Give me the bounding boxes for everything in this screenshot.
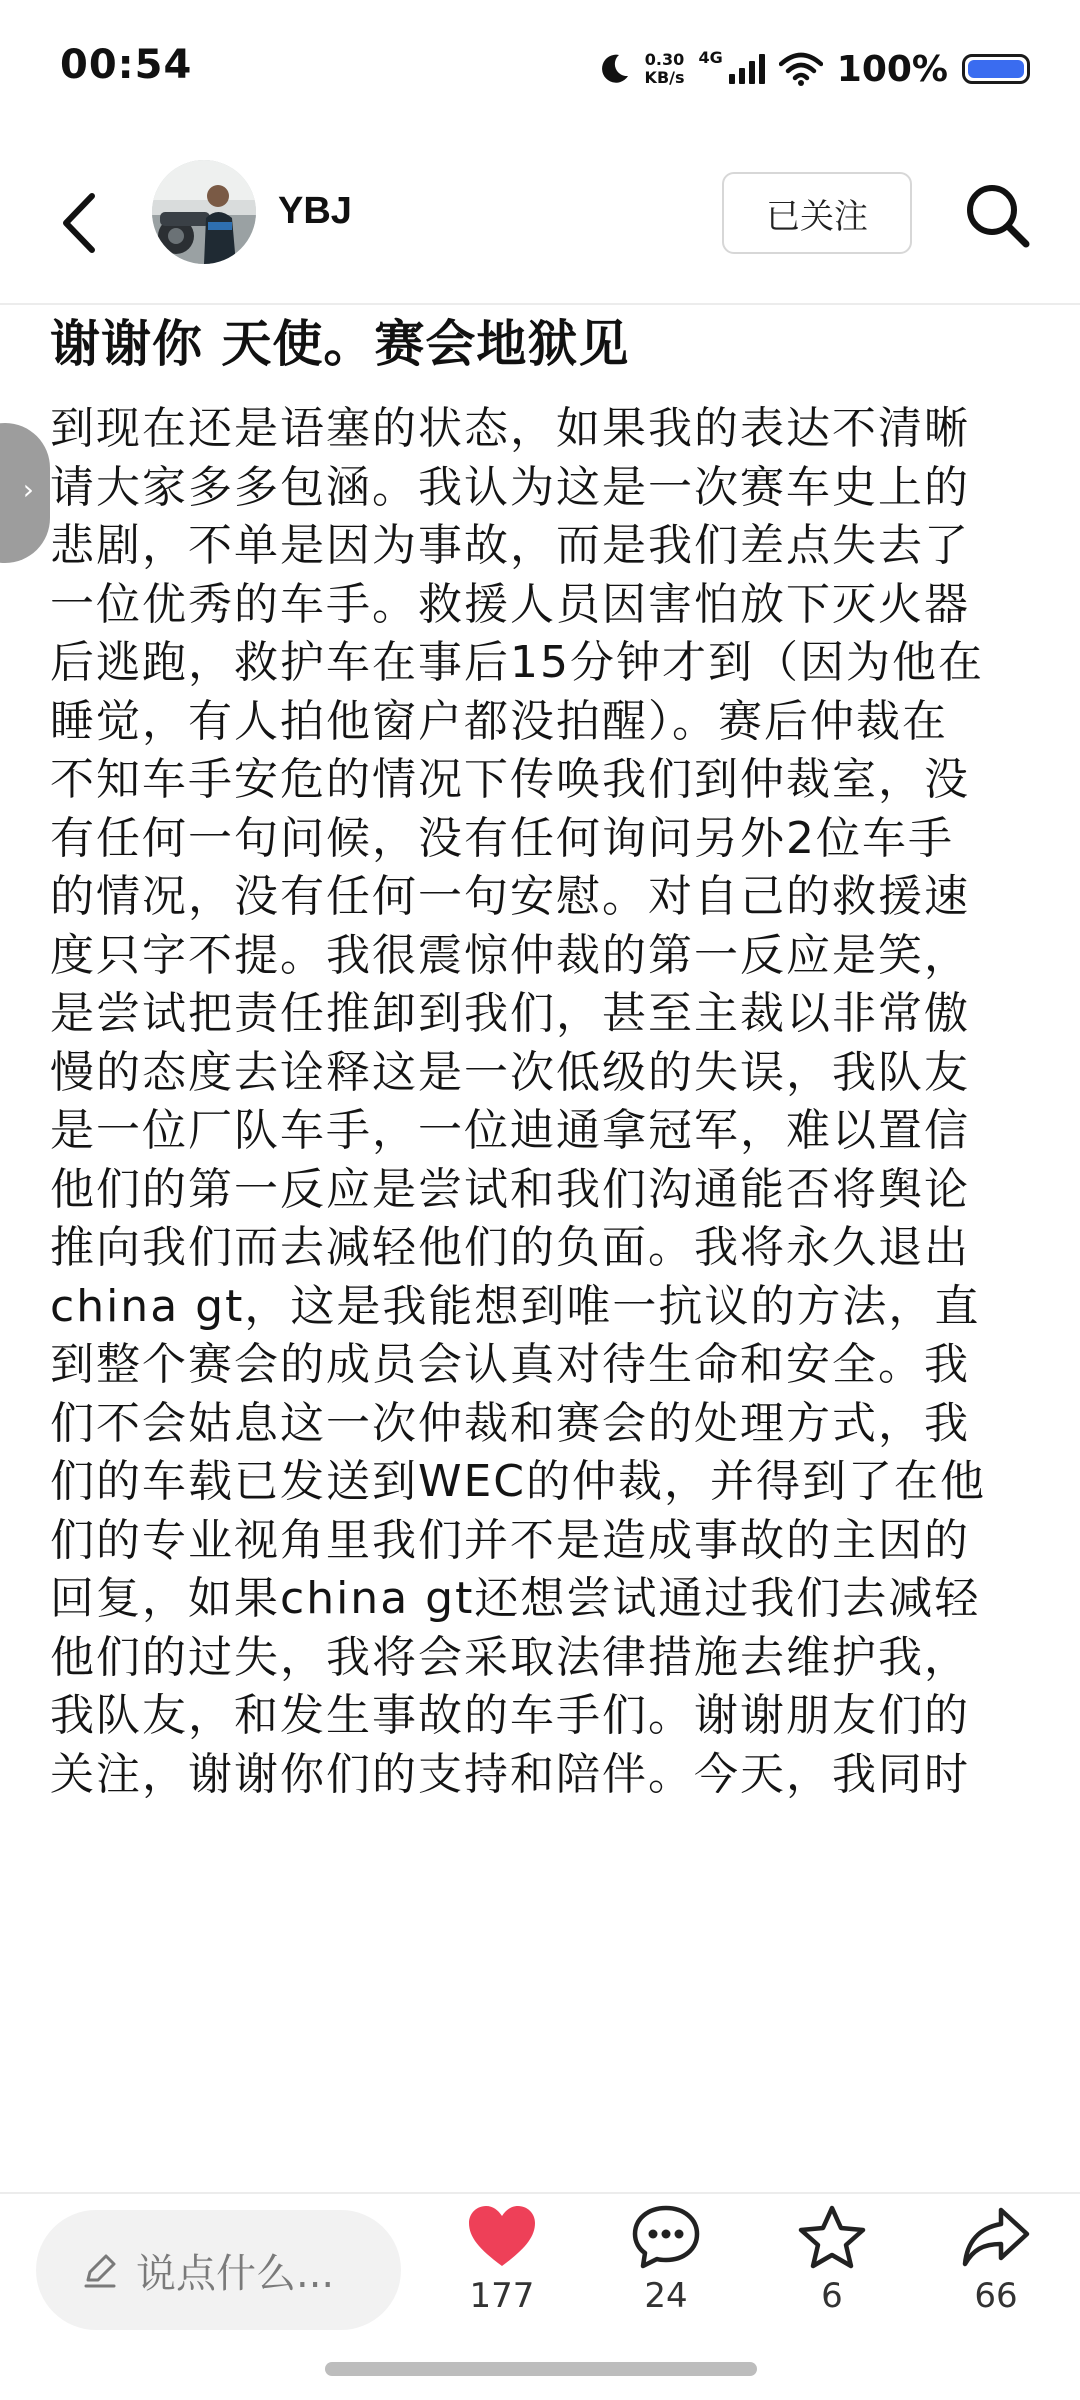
comment-button[interactable]	[606, 2204, 726, 2354]
post-body-line: 他们的第一反应是尝试和我们沟通能否将舆论	[50, 1163, 970, 1215]
signal-icon	[729, 54, 765, 84]
home-indicator[interactable]	[325, 2362, 757, 2376]
post-body-line: 是一位厂队车手，一位迪通拿冠军，难以置信	[50, 1105, 970, 1156]
search-icon[interactable]	[962, 180, 1032, 250]
post-body-line: 他们的过失，我将会采取法律措施去维护我，	[50, 1631, 970, 1683]
comment-bubble-icon	[631, 2204, 701, 2270]
post-body-line: 慢的态度去诠释这是一次低级的失误，我队友	[50, 1046, 970, 1098]
star-icon	[797, 2204, 867, 2270]
post-body-line: 回复，如果china gt还想尝试通过我们去减轻	[50, 1573, 981, 1624]
post-body-line: 后逃跑，救护车在事后15分钟才到（因为他在	[50, 637, 984, 688]
post-body-line: 不知车手安危的情况下传唤我们到仲裁室，没	[50, 754, 970, 805]
post-body-line: 们的车载已发送到WEC的仲裁，并得到了在他	[50, 1456, 987, 1507]
post-body-line: 的情况，没有任何一句安慰。对自己的救援速	[50, 871, 970, 922]
post-header	[0, 150, 1080, 300]
battery-percent: 100%	[836, 48, 948, 90]
post-body-line: 睡觉，有人拍他窗户都没拍醒）。赛后仲裁在	[50, 695, 948, 747]
favorite-count: 6	[821, 2276, 843, 2316]
heart-icon	[467, 2204, 537, 2270]
post-body-line: 们不会姑息这一次仲裁和赛会的处理方式，我	[50, 1397, 970, 1449]
battery-fill	[968, 60, 1024, 78]
status-bar	[0, 0, 1080, 140]
wifi-icon	[779, 52, 823, 86]
username[interactable]: YBJ	[278, 190, 352, 232]
chevron-right-icon: ›	[22, 473, 34, 506]
comment-placeholder: 说点什么...	[136, 2250, 335, 2297]
post-title: 谢谢你 天使。赛会地狱见	[50, 315, 630, 373]
favorite-button[interactable]	[772, 2204, 892, 2354]
like-count: 177	[469, 2276, 535, 2316]
moon-icon	[597, 52, 631, 86]
post-body-line: 一位优秀的车手。救援人员因害怕放下灭火器	[50, 578, 970, 630]
post-body-line: 我队友，和发生事故的车手们。谢谢朋友们的	[50, 1690, 970, 1741]
post-body-line: china gt，这是我能想到唯一抗议的方法，直	[50, 1280, 981, 1332]
post-body-line: 请大家多多包涵。我认为这是一次赛车史上的	[50, 461, 970, 513]
pen-icon	[80, 2250, 120, 2290]
network-speed	[645, 51, 685, 87]
post-body-line: 们的专业视角里我们并不是造成事故的主因的	[50, 1514, 970, 1566]
post-body-line: 到整个赛会的成员会认真对待生命和安全。我	[50, 1339, 970, 1390]
status-icons	[597, 44, 1030, 94]
post-body	[50, 400, 1040, 1804]
comment-input[interactable]	[36, 2210, 401, 2330]
follow-button[interactable]: 已关注	[722, 172, 912, 254]
post-body-line: 悲剧，不单是因为事故，而是我们差点失去了	[50, 520, 970, 571]
post-body-line: 是尝试把责任推卸到我们，甚至主裁以非常傲	[50, 988, 970, 1039]
like-button[interactable]	[442, 2204, 562, 2354]
share-arrow-icon	[961, 2204, 1031, 2270]
post-body-line: 关注，谢谢你们的支持和陪伴。今天，我同时	[50, 1748, 970, 1800]
share-button[interactable]	[936, 2204, 1056, 2354]
status-time: 00:54	[60, 42, 193, 88]
battery-icon	[962, 54, 1030, 84]
back-arrow-icon[interactable]	[52, 188, 112, 258]
network-speed-unit: KB/s	[644, 68, 685, 87]
network-speed-value: 0.30	[644, 50, 685, 69]
share-count: 66	[974, 2276, 1018, 2316]
signal-label: 4G	[698, 47, 723, 67]
comment-count: 24	[644, 2276, 688, 2316]
post-body-line: 推向我们而去减轻他们的负面。我将永久退出	[50, 1222, 970, 1273]
post-body-line: 度只字不提。我很震惊仲裁的第一反应是笑，	[50, 929, 970, 981]
post-body-line: 有任何一句问候，没有任何询问另外2位车手	[50, 812, 954, 864]
side-drawer-handle[interactable]	[0, 423, 50, 563]
avatar[interactable]	[152, 160, 256, 264]
post-body-line: 到现在还是语塞的状态，如果我的表达不清晰	[50, 403, 970, 454]
